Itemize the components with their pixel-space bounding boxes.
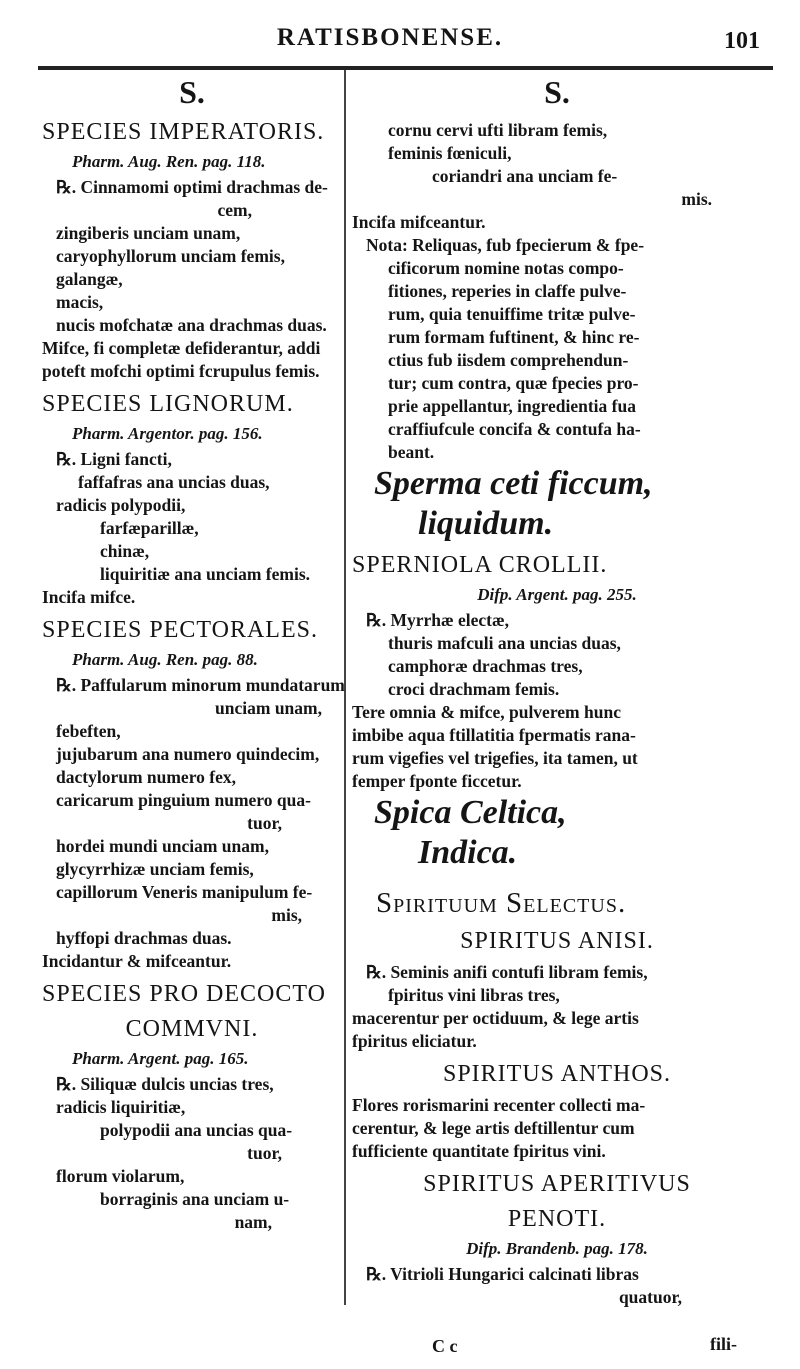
text-line: Tere omnia & mifce, pulverem hunc bbox=[352, 702, 621, 722]
text-line: ℞. Cinnamomi optimi drachmas de- bbox=[56, 177, 328, 197]
text-line: faffafras ana uncias duas, bbox=[78, 472, 270, 492]
text-line: fpiritus vini libras tres, bbox=[388, 985, 560, 1005]
running-head bbox=[0, 24, 800, 60]
text-line: rum, quia tenuiffime tritæ pulve- bbox=[388, 304, 636, 324]
text-line: florum violarum, bbox=[56, 1166, 185, 1186]
text-line: ℞. Siliquæ dulcis uncias tres, bbox=[56, 1074, 274, 1094]
left-column-body bbox=[42, 119, 345, 1234]
page-number: 101 bbox=[724, 28, 760, 54]
catchword: fili- bbox=[710, 1334, 737, 1354]
pharmacopoeia-reference: Pharm. Aug. Ren. pag. 118. bbox=[72, 152, 266, 171]
pharmacopoeia-reference: Difp. Brandenb. pag. 178. bbox=[466, 1239, 648, 1258]
running-title: RATISBONENSE. bbox=[276, 24, 504, 51]
section-title: SPIRITUS APERITIVUS bbox=[423, 1171, 691, 1197]
text-line: rum vigefies vel trigefies, ita tamen, ut bbox=[352, 748, 638, 768]
italic-heading: Spica Celtica, bbox=[374, 794, 567, 831]
pharmacopoeia-reference: Difp. Argent. pag. 255. bbox=[477, 585, 637, 604]
pharmacopoeia-reference: Pharm. Argent. pag. 165. bbox=[72, 1049, 249, 1068]
text-line: croci drachmam femis. bbox=[388, 679, 560, 699]
section-title: SPECIES IMPERATORIS. bbox=[42, 119, 325, 145]
text-line: cerentur, & lege artis deftillentur cum bbox=[352, 1118, 635, 1138]
section-title: SPECIES PRO DECOCTO bbox=[42, 981, 326, 1007]
text-line: cem, bbox=[217, 200, 252, 220]
text-line: ℞. Vitrioli Hungarici calcinati libras bbox=[366, 1264, 639, 1284]
text-line: imbibe aqua ftillatitia fpermatis rana- bbox=[352, 725, 636, 745]
text-line: polypodii ana uncias qua- bbox=[100, 1120, 293, 1140]
italic-heading: Sperma ceti ficcum, bbox=[374, 465, 653, 502]
text-line: caryophyllorum unciam femis, bbox=[56, 246, 285, 266]
text-line: fpiritus eliciatur. bbox=[352, 1031, 477, 1051]
section-title: COMMVNI. bbox=[125, 1016, 259, 1042]
text-line: tuor, bbox=[247, 1143, 282, 1163]
text-line: ℞. Paffularum minorum mundatarum bbox=[56, 675, 345, 695]
text-line: Incifa mifceantur. bbox=[352, 212, 486, 232]
pharmacopoeia-reference: Pharm. Argentor. pag. 156. bbox=[72, 424, 263, 443]
column-letter-right: S. bbox=[544, 74, 570, 110]
text-line: femper fponte ficcetur. bbox=[352, 771, 522, 791]
text-line: beant. bbox=[388, 442, 435, 462]
text-line: rum formam fuftinent, & hinc re- bbox=[388, 327, 640, 347]
text-line: thuris mafculi ana uncias duas, bbox=[388, 633, 621, 653]
text-line: mis, bbox=[271, 905, 302, 925]
text-line: ℞. Myrrhæ electæ, bbox=[366, 610, 509, 630]
text-line: camphoræ drachmas tres, bbox=[388, 656, 583, 676]
text-line: macis, bbox=[56, 292, 104, 312]
text-line: ℞. Ligni fancti, bbox=[56, 449, 172, 469]
text-line: unciam unam, bbox=[215, 698, 322, 718]
text-line: mis. bbox=[681, 189, 712, 209]
text-line: chinæ, bbox=[100, 541, 150, 561]
text-line: galangæ, bbox=[56, 269, 123, 289]
text-line: borraginis ana unciam u- bbox=[100, 1189, 290, 1209]
left-column bbox=[42, 70, 345, 1234]
text-line: craffiufcule concifa & contufa ha- bbox=[388, 419, 641, 439]
right-column bbox=[352, 70, 762, 1309]
right-column-body bbox=[352, 119, 762, 1309]
text-line: ℞. Seminis anifi contufi libram femis, bbox=[366, 962, 648, 982]
italic-heading: Indica. bbox=[418, 834, 518, 871]
text-line: radicis liquiritiæ, bbox=[56, 1097, 186, 1117]
text-line: fufficiente quantitate fpiritus vini. bbox=[352, 1141, 606, 1161]
text-line: glycyrrhizæ unciam femis, bbox=[56, 859, 254, 879]
column-letter-left: S. bbox=[179, 74, 205, 110]
text-line: Incifa mifce. bbox=[42, 587, 136, 607]
section-title: SPIRITUS ANTHOS. bbox=[442, 1061, 672, 1087]
text-line: cornu cervi ufti libram femis, bbox=[388, 120, 608, 140]
text-line: tuor, bbox=[247, 813, 282, 833]
text-line: Nota: Reliquas, fub fpecierum & fpe- bbox=[366, 235, 645, 255]
text-line: febeften, bbox=[56, 721, 121, 741]
text-line: Flores rorismarini recenter collecti ma- bbox=[352, 1095, 646, 1115]
text-line: nam, bbox=[234, 1212, 272, 1232]
section-title: SPECIES LIGNORUM. bbox=[42, 391, 294, 417]
text-line: coriandri ana unciam fe- bbox=[432, 166, 618, 186]
text-line: tur; cum contra, quæ fpecies pro- bbox=[388, 373, 639, 393]
text-line: quatuor, bbox=[618, 1287, 682, 1307]
text-line: ctius fub iisdem comprehendun- bbox=[388, 350, 629, 370]
section-title: SPIRITUS ANISI. bbox=[460, 928, 654, 954]
text-line: capillorum Veneris manipulum fe- bbox=[56, 882, 313, 902]
text-line: prie appellantur, ingredientia fua bbox=[388, 396, 636, 416]
text-line: hyffopi drachmas duas. bbox=[56, 928, 232, 948]
text-line: farfæparillæ, bbox=[100, 518, 199, 538]
text-line: Mifce, fi completæ defiderantur, addi bbox=[42, 338, 321, 358]
chapter-heading: Spirituum Selectus. bbox=[376, 887, 627, 919]
section-title: PENOTI. bbox=[507, 1206, 607, 1232]
text-line: feminis fœniculi, bbox=[388, 143, 512, 163]
text-line: nucis mofchatæ ana drachmas duas. bbox=[56, 315, 327, 335]
text-line: cificorum nomine notas compo- bbox=[388, 258, 624, 278]
section-title: SPECIES PECTORALES. bbox=[42, 617, 318, 643]
text-line: radicis polypodii, bbox=[56, 495, 186, 515]
text-line: caricarum pinguium numero qua- bbox=[56, 790, 311, 810]
pharmacopoeia-reference: Pharm. Aug. Ren. pag. 88. bbox=[72, 650, 258, 669]
section-title: SPERNIOLA CROLLII. bbox=[352, 552, 608, 578]
text-line: macerentur per octiduum, & lege artis bbox=[352, 1008, 639, 1028]
text-line: dactylorum numero fex, bbox=[56, 767, 236, 787]
text-line: Incidantur & mifceantur. bbox=[42, 951, 232, 971]
text-line: hordei mundi unciam unam, bbox=[56, 836, 269, 856]
signature-mark: C c bbox=[432, 1336, 458, 1356]
text-line: jujubarum ana numero quindecim, bbox=[56, 744, 320, 764]
text-line: fitiones, reperies in claffe pulve- bbox=[388, 281, 627, 301]
text-line: zingiberis unciam unam, bbox=[56, 223, 241, 243]
italic-heading: liquidum. bbox=[418, 505, 554, 542]
text-line: liquiritiæ ana unciam femis. bbox=[100, 564, 311, 584]
text-line: poteft mofchi optimi fcrupulus femis. bbox=[42, 361, 320, 381]
